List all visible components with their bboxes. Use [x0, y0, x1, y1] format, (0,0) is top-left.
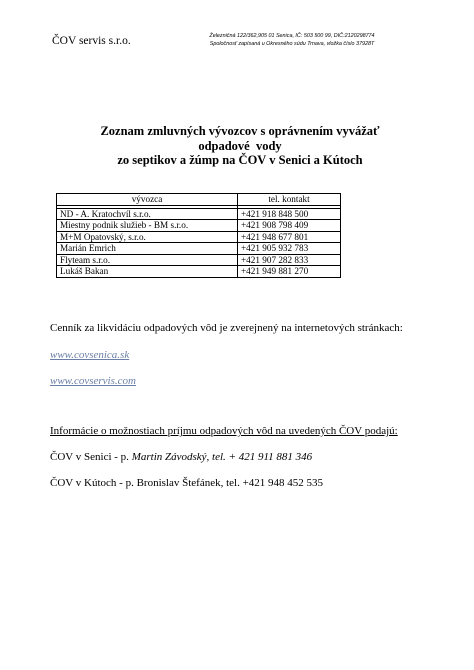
carrier-name: Marián Emrich: [57, 243, 238, 255]
carrier-phone: +421 905 932 783: [238, 243, 341, 255]
senica-contact-line: [50, 451, 312, 463]
carrier-name: Lukáš Bakan: [57, 266, 238, 278]
link-covservis[interactable]: www.covservis.com: [50, 375, 136, 387]
carrier-name: Miestny podnik služieb - BM s.r.o.: [57, 220, 238, 232]
carrier-phone: +421 908 798 409: [238, 220, 341, 232]
pricing-note: Cenník za likvidáciu odpadových vôd je zverejnený na internetových stránkach:: [50, 322, 403, 334]
document-title: [40, 124, 440, 168]
carrier-name: M+M Opatovský, s.r.o.: [57, 231, 238, 243]
carriers-table: [56, 193, 341, 278]
title-line-2: odpadové vody: [198, 138, 282, 153]
carrier-phone: +421 918 848 500: [238, 208, 341, 220]
table-row: [57, 266, 341, 278]
table-row: [57, 231, 341, 243]
table-row: [57, 243, 341, 255]
link-covsenica[interactable]: www.covsenica.sk: [50, 349, 130, 361]
table-row: [57, 254, 341, 266]
table-header-row: [57, 194, 341, 206]
carrier-phone: +421 949 881 270: [238, 266, 341, 278]
company-address: [192, 32, 392, 48]
senica-contact: Martin Závodský, tel. + 421 911 881 346: [131, 451, 313, 463]
company-name: ČOV servis s.r.o.: [52, 35, 131, 47]
carrier-phone: +421 948 677 801: [238, 231, 341, 243]
header-phone: tel. kontakt: [238, 194, 341, 206]
title-line-3: zo septikov a žúmp na ČOV v Senici a Kútoch: [117, 153, 363, 167]
senica-prefix: ČOV v Senici - p.: [50, 451, 132, 463]
info-heading: Informácie o možnostiach príjmu odpadových vôd na uvedených ČOV podajú:: [50, 425, 398, 437]
table-row: [57, 208, 341, 220]
carrier-phone: +421 907 282 833: [238, 254, 341, 266]
carrier-name: ND - A. Kratochvíl s.r.o.: [57, 208, 238, 220]
header-carrier: vývozca: [57, 194, 238, 206]
title-line-1: Zoznam zmluvných vývozcov s oprávnením vyvážať: [100, 124, 380, 138]
address-line-1: Železničná 122/362,905 01 Senica, IČ: 503 500 99, DIČ:2120298774: [209, 33, 375, 39]
carrier-name: Flyteam s.r.o.: [57, 254, 238, 266]
kuty-contact-line: ČOV v Kútoch - p. Bronislav Štefánek, tel. +421 948 452 535: [50, 477, 324, 489]
address-line-2: Spoločnosť zapísaná u Okresného súdu Trnava, vložka číslo 37928T: [209, 41, 375, 47]
table-row: [57, 220, 341, 232]
